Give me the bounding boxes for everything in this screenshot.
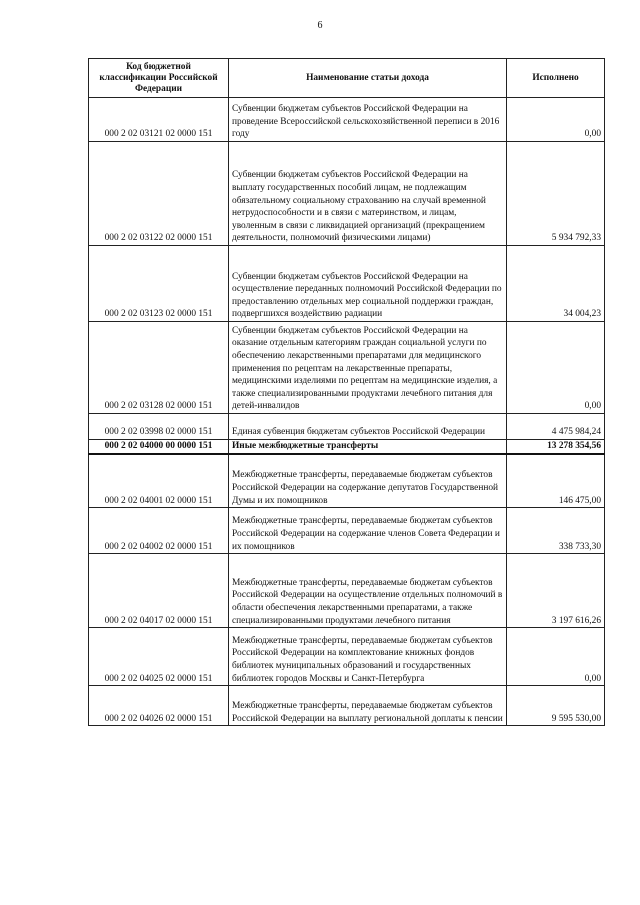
header-name: Наименование статьи дохода [229, 59, 507, 98]
code-cell: 000 2 02 04017 02 0000 151 [89, 554, 229, 628]
name-cell: Субвенции бюджетам субъектов Российской Федерации на осуществление переданных полномочий Российской Федерации по предоставлению отдельных мер социальной поддержки граждан, подвергшихся воздействию радиации [229, 246, 507, 322]
table-row [89, 454, 605, 508]
amount-cell: 34 004,23 [507, 246, 605, 322]
table-row [89, 414, 605, 440]
amount-cell: 4 475 984,24 [507, 414, 605, 440]
name-cell: Субвенции бюджетам субъектов Российской Федерации на выплату государственных пособий лицам, не подлежащим обязательному социальному страхованию на случай временной нетрудоспособности и в связи с материнством, и лицам, уволенным в связи с ликвидацией организаций (прекращением деятельности, полномочий физическими лицами) [229, 142, 507, 246]
table-body [89, 98, 605, 726]
table-row [89, 98, 605, 142]
amount-cell: 0,00 [507, 322, 605, 414]
code-cell: 000 2 02 04025 02 0000 151 [89, 628, 229, 686]
name-cell: Межбюджетные трансферты, передаваемые бюджетам субъектов Российской Федерации на содержание членов Совета Федерации и их помощников [229, 508, 507, 554]
code-cell: 000 2 02 04026 02 0000 151 [89, 686, 229, 726]
amount-cell: 146 475,00 [507, 454, 605, 508]
table-row [89, 142, 605, 246]
code-cell: 000 2 02 04001 02 0000 151 [89, 454, 229, 508]
revenue-table [88, 58, 605, 726]
table-row [89, 508, 605, 554]
table-row [89, 440, 605, 454]
code-cell: 000 2 02 04002 02 0000 151 [89, 508, 229, 554]
code-cell: 000 2 02 03998 02 0000 151 [89, 414, 229, 440]
name-cell: Межбюджетные трансферты, передаваемые бюджетам субъектов Российской Федерации на комплектование книжных фондов библиотек муниципальных образований и государственных библиотек городов Москвы и Санкт-Петербурга [229, 628, 507, 686]
name-cell: Единая субвенция бюджетам субъектов Российской Федерации [229, 414, 507, 440]
amount-cell: 3 197 616,26 [507, 554, 605, 628]
table-header-row [89, 59, 605, 98]
table-row [89, 686, 605, 726]
table-row [89, 628, 605, 686]
code-cell: 000 2 02 03128 02 0000 151 [89, 322, 229, 414]
amount-cell: 5 934 792,33 [507, 142, 605, 246]
code-cell: 000 2 02 03122 02 0000 151 [89, 142, 229, 246]
name-cell: Межбюджетные трансферты, передаваемые бюджетам субъектов Российской Федерации на выплату региональной доплаты к пенсии [229, 686, 507, 726]
amount-cell: 0,00 [507, 628, 605, 686]
code-cell: 000 2 02 03123 02 0000 151 [89, 246, 229, 322]
amount-cell: 0,00 [507, 98, 605, 142]
table-row [89, 554, 605, 628]
header-amount: Исполнено [507, 59, 605, 98]
name-cell: Иные межбюджетные трансферты [229, 440, 507, 454]
table-row [89, 246, 605, 322]
amount-cell: 13 278 354,56 [507, 440, 605, 454]
table-row [89, 322, 605, 414]
page-number: 6 [317, 20, 323, 31]
amount-cell: 9 595 530,00 [507, 686, 605, 726]
code-cell: 000 2 02 03121 02 0000 151 [89, 98, 229, 142]
code-cell: 000 2 02 04000 00 0000 151 [89, 440, 229, 454]
name-cell: Субвенции бюджетам субъектов Российской Федерации на проведение Всероссийской сельскохозяйственной переписи в 2016 году [229, 98, 507, 142]
name-cell: Межбюджетные трансферты, передаваемые бюджетам субъектов Российской Федерации на содержание депутатов Государственной Думы и их помощников [229, 454, 507, 508]
name-cell: Субвенции бюджетам субъектов Российской Федерации на оказание отдельным категориям граждан социальной услуги по обеспечению лекарственными препаратами для медицинского применения по рецептам на лекарственные препараты, медицинскими изделиями по рецептам на медицинские изделия, а также специализированными продуктами лечебного питания для детей-инвалидов [229, 322, 507, 414]
header-code: Код бюджетной классификации Российской Федерации [89, 59, 229, 98]
name-cell: Межбюджетные трансферты, передаваемые бюджетам субъектов Российской Федерации на осуществление отдельных полномочий в области обеспечения лекарственными препаратами, а также специализированными продуктами лечебного питания [229, 554, 507, 628]
amount-cell: 338 733,30 [507, 508, 605, 554]
